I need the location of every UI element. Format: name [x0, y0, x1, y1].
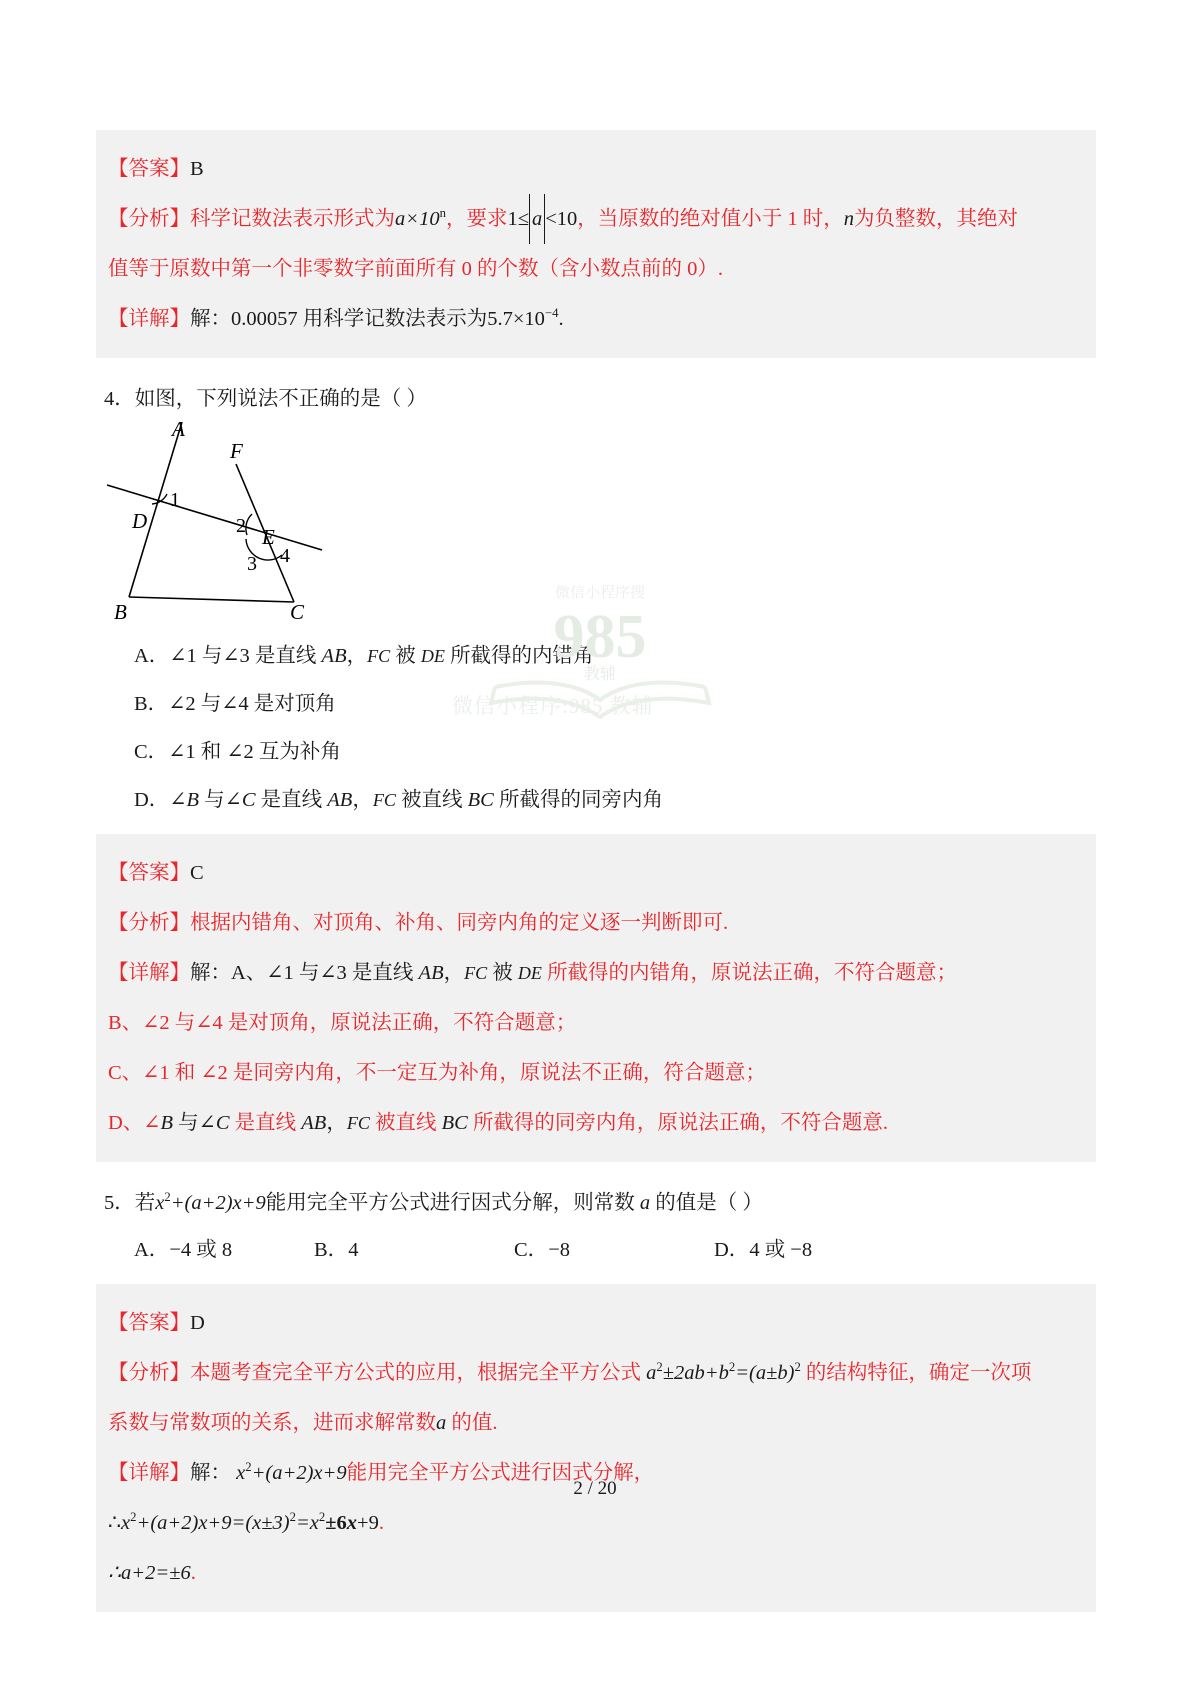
- q5-expression: [155, 1192, 265, 1214]
- detail-mid-2: 被: [487, 962, 518, 984]
- label-B: B: [114, 600, 127, 622]
- step1-bold: ±6: [325, 1512, 347, 1534]
- detail-tag: 【详解】: [108, 962, 190, 984]
- perfect-square-formula: [646, 1362, 801, 1384]
- option-text-end: 所截得的同旁内角: [493, 789, 663, 811]
- formula-a: a: [646, 1362, 657, 1384]
- abs-value: a: [529, 194, 545, 244]
- ref-AB: AB: [327, 789, 353, 811]
- geometry-svg: [104, 422, 424, 622]
- label-4: 4: [280, 545, 290, 567]
- analysis-text-4: 为负整数，其绝对: [854, 208, 1019, 230]
- option-mid-2: ，: [352, 789, 373, 811]
- option-value: −4 或 8: [169, 1239, 233, 1261]
- ref-AB: AB: [418, 962, 444, 984]
- q5-option-b[interactable]: [314, 1226, 514, 1274]
- q4-detail-line-c: [108, 1048, 1086, 1098]
- answer-tag: 【答案】: [108, 158, 190, 180]
- analysis-text-1: 科学记数法表示形式为: [190, 208, 395, 230]
- ref-AB: AB: [321, 645, 347, 667]
- detail-d-mid0: 与∠: [173, 1112, 216, 1134]
- watermark-number: 985: [553, 603, 647, 671]
- ref-FC: FC: [372, 790, 396, 810]
- formula-base: a×10: [395, 208, 440, 230]
- ref-AB: AB: [301, 1112, 327, 1134]
- watermark-subtitle: 教辅: [583, 666, 617, 683]
- watermark-caption: 微信小程序:985 教辅: [452, 694, 654, 718]
- analysis-inequality: [507, 208, 577, 230]
- formula-a-exp: 2: [656, 1360, 663, 1375]
- q4-detail-line-b: [108, 998, 1086, 1048]
- watermark-top-text: 微信小程序搜: [554, 585, 646, 601]
- step1-end: +9: [357, 1512, 379, 1534]
- formula-exponent: n: [439, 206, 446, 221]
- detail-formula-base: 5.7×10: [487, 308, 545, 330]
- option-text-end: 所截得的内错角: [444, 645, 594, 667]
- step1-x: x: [121, 1512, 131, 1534]
- option-mid-2: 被: [390, 645, 421, 667]
- q4-detail-line-a: [108, 948, 1086, 998]
- option-mid-1: 是直线: [255, 789, 328, 811]
- page-content: [96, 0, 1096, 1612]
- ref-C: C: [241, 789, 256, 811]
- analysis-var-n: n: [843, 208, 855, 230]
- q4-option-a[interactable]: [96, 632, 1096, 680]
- option-text-pre: ∠1 与∠3 是直线: [169, 645, 322, 667]
- ref-DE: DE: [517, 963, 542, 983]
- ref-BC: BC: [441, 1112, 468, 1134]
- angle-arc-2: [246, 514, 252, 535]
- option-key: D．: [134, 789, 170, 811]
- ref-DE: DE: [420, 646, 445, 666]
- step1-eq: =x: [295, 1512, 319, 1534]
- option-value: 4 或 −8: [749, 1239, 813, 1261]
- analysis-tag: 【分析】: [108, 1362, 190, 1384]
- label-C: C: [290, 600, 305, 622]
- option-text: ∠1 和 ∠2 互为补角: [168, 741, 341, 763]
- q4-solution-block: [96, 834, 1096, 1162]
- option-key: C．: [134, 741, 169, 763]
- step1-exp3: 2: [318, 1510, 326, 1525]
- detail-formula-exponent: −4: [544, 306, 559, 321]
- label-D: D: [132, 509, 148, 533]
- expr-rest: +(a+2)x+9: [170, 1192, 266, 1214]
- label-2: 2: [236, 515, 246, 537]
- detail-formula: [487, 308, 558, 330]
- q5-stem-post: 能用完全平方公式进行因式分解，则常数: [265, 1192, 640, 1214]
- q5-const-a: a: [639, 1192, 651, 1214]
- option-text-pre: ∠: [169, 789, 187, 811]
- detail-text-2: .: [558, 308, 564, 330]
- expr-exp: 2: [245, 1460, 252, 1475]
- option-key: C．: [514, 1239, 549, 1261]
- detail-text-1: 解：0.00057 用科学记数法表示为: [190, 308, 488, 330]
- q4-geometry-figure: [104, 422, 424, 622]
- detail-d-pre: D、∠: [108, 1112, 161, 1134]
- q5-analysis-line-2: [108, 1398, 1086, 1448]
- q4-option-d[interactable]: [96, 776, 1096, 824]
- formula-mid: ±2ab+b: [662, 1362, 729, 1384]
- detail-b-text: B、∠2 与∠4 是对顶角，原说法正确，不符合题意；: [108, 1012, 577, 1034]
- detail-tail: 能用完全平方公式进行因式分解，: [346, 1462, 655, 1484]
- option-key: D．: [714, 1239, 750, 1261]
- step1-period: .: [378, 1512, 384, 1534]
- detail-tail: 所截得的内错角，原说法正确，不符合题意；: [541, 962, 958, 984]
- option-key: B．: [314, 1239, 349, 1261]
- analysis-text-2: 的结构特征，确定一次项: [800, 1362, 1032, 1384]
- ref-FC: FC: [367, 646, 391, 666]
- ineq-pre: 1≤: [507, 208, 529, 230]
- q4-number: 4．: [104, 388, 135, 410]
- answer-value: C: [190, 862, 204, 884]
- option-mid-1: ，: [346, 645, 368, 667]
- option-key: B．: [134, 693, 169, 715]
- step1-exp2: 2: [289, 1510, 296, 1525]
- formula-eq: =(a±b): [735, 1362, 795, 1384]
- analysis-text-3: ，当原数的绝对值小于 1 时，: [577, 208, 844, 230]
- q4-option-b[interactable]: [96, 680, 1096, 728]
- label-3: 3: [247, 553, 257, 575]
- q5-solution-block: [96, 1284, 1096, 1612]
- step2-period: .: [190, 1562, 196, 1584]
- expr-x: x: [155, 1192, 165, 1214]
- detail-tag: 【详解】: [108, 308, 190, 330]
- const-a: a: [436, 1412, 447, 1434]
- q5-option-c[interactable]: [514, 1226, 714, 1274]
- option-key: A．: [134, 645, 170, 667]
- q5-analysis-line-1: [108, 1348, 1086, 1398]
- label-E: E: [262, 525, 275, 549]
- option-mid-0: 与∠: [199, 789, 242, 811]
- q4-detail-line-d: [108, 1098, 1086, 1148]
- ref-B: B: [186, 789, 200, 811]
- q5-stem-end: 的值是（ ）: [650, 1192, 763, 1214]
- q5-option-d[interactable]: [714, 1226, 812, 1274]
- ref-FC: FC: [346, 1113, 370, 1133]
- label-1: 1: [170, 489, 180, 511]
- q3-analysis-line-1: [108, 194, 1086, 244]
- analysis-text: 根据内错角、对顶角、补角、同旁内角的定义逐一判断即可.: [190, 912, 729, 934]
- detail-d-mid2: ，: [326, 1112, 347, 1134]
- expr-rest: +(a+2)x+9: [251, 1462, 347, 1484]
- analysis-formula-1: [395, 208, 446, 230]
- q5-step-1: [108, 1498, 1086, 1548]
- q5-stem-pre: 若: [134, 1192, 156, 1214]
- option-value: −8: [548, 1239, 570, 1261]
- q5-stem: [96, 1180, 1096, 1226]
- detail-d-mid1: 是直线: [229, 1112, 302, 1134]
- q3-answer-line: [108, 144, 1086, 194]
- q4-stem-text: 如图，下列说法不正确的是（ ）: [134, 388, 427, 410]
- analysis-line2-pre: 系数与常数项的关系，进而求解常数: [108, 1412, 436, 1434]
- step2-text: ∴a+2=±6: [108, 1562, 191, 1584]
- ref-BC: BC: [467, 789, 494, 811]
- q5-answer-line: [108, 1298, 1086, 1348]
- detail-lead: 解：: [190, 1462, 237, 1484]
- ref-FC: FC: [464, 963, 488, 983]
- q3-analysis-line-2: 值等于原数中第一个非零数字前面所有 0 的个数（含小数点前的 0）.: [108, 258, 723, 280]
- ref-B: B: [160, 1112, 174, 1134]
- answer-value: D: [190, 1312, 205, 1334]
- q5-step-2: [108, 1548, 1086, 1598]
- answer-tag: 【答案】: [108, 862, 190, 884]
- step1-exp: 2: [130, 1510, 137, 1525]
- step1-x2: x: [346, 1512, 358, 1534]
- step1-mid: +(a+2)x+9=(x±3): [136, 1512, 290, 1534]
- option-mid-3: 被直线: [395, 789, 468, 811]
- option-key: A．: [134, 1239, 170, 1261]
- answer-value: B: [190, 158, 204, 180]
- detail-mid-1: ，: [443, 962, 465, 984]
- detail-d-mid3: 被直线: [369, 1112, 442, 1134]
- q4-analysis-line: [108, 898, 1086, 948]
- q3-detail-line: [108, 294, 1086, 344]
- page-footer: 2 / 20: [573, 1478, 617, 1499]
- analysis-tag: 【分析】: [108, 912, 190, 934]
- detail-lead: 解：A、∠1 与∠3 是直线: [190, 962, 419, 984]
- analysis-text-1: 本题考查完全平方公式的应用，根据完全平方公式: [190, 1362, 647, 1384]
- expr-x: x: [236, 1462, 246, 1484]
- formula-b-exp: 2: [728, 1360, 736, 1375]
- detail-d-tail: 所截得的同旁内角，原说法正确，不符合题意.: [467, 1112, 889, 1134]
- line-bc: [129, 597, 294, 602]
- q4-option-c[interactable]: [96, 728, 1096, 776]
- answer-tag: 【答案】: [108, 1312, 190, 1334]
- ineq-post: <10: [545, 208, 578, 230]
- analysis-tag: 【分析】: [108, 208, 190, 230]
- q4-stem: [96, 376, 1096, 422]
- step1-prefix: ∴: [108, 1512, 122, 1534]
- option-value: 4: [348, 1239, 359, 1261]
- q5-option-a[interactable]: [134, 1226, 314, 1274]
- detail-c-text: C、∠1 和 ∠2 是同旁内角，不一定互为补角，原说法不正确，符合题意；: [108, 1062, 766, 1084]
- expr-exponent: 2: [164, 1190, 171, 1205]
- analysis-line2-end: 的值.: [446, 1412, 498, 1434]
- q5-options-row: [96, 1226, 1096, 1274]
- ref-C: C: [215, 1112, 230, 1134]
- analysis-text-2: ，要求: [445, 208, 508, 230]
- detail-tag: 【详解】: [108, 1462, 190, 1484]
- q4-answer-line: [108, 848, 1086, 898]
- label-F: F: [230, 439, 243, 463]
- q3-solution-block: [96, 130, 1096, 358]
- formula-eq-exp: 2: [794, 1360, 801, 1375]
- label-A: A: [172, 422, 185, 441]
- q5-number: 5．: [104, 1192, 135, 1214]
- option-text: ∠2 与∠4 是对顶角: [168, 693, 336, 715]
